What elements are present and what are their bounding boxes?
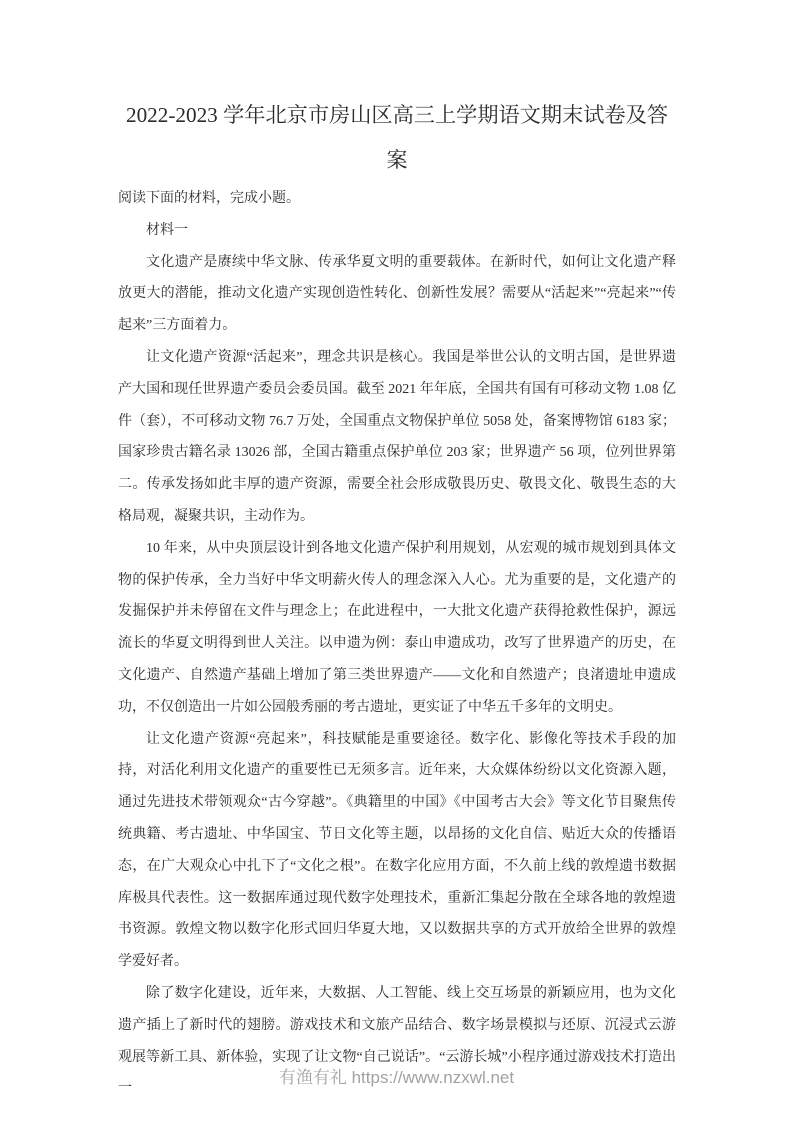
watermark-text: 有渔有礼 https://www.nzxwl.net — [278, 1068, 515, 1087]
body-paragraph: 让文化遗产资源“亮起来”，科技赋能是重要途径。数字化、影像化等技术手段的加持，对活化利用文化遗产的重要性已无须多言。近年来，大众媒体纷纷以文化资源入题，通过先进技术带领观众“古今穿越”。《典籍里的中国》《中国考古大会》等文化节目聚焦传统典籍、考古遗址、中华国宝、节日文化等主题，以昂扬的文化自信、贴近大众的传播语态，在广大观众心中扎下了“文化之根”。在数字化应用方面，不久前上线的敦煌遗书数据库极具代表性。这一数据库通过现代数字处理技术，重新汇集起分散在全球各地的敦煌遗书资源。敦煌文物以数字化形式回归华夏大地，又以数据共享的方式开放给全世界的敦煌学爱好者。 — [118, 731, 676, 970]
document-content — [118, 93, 676, 1105]
page-footer — [0, 1067, 793, 1089]
body-paragraph: 让文化遗产资源“活起来”，理念共识是核心。我国是举世公认的文明古国，是世界遗产大国和现任世界遗产委员会委员国。截至 2021 年年底，全国共有国有可移动文物 1.08 亿件（套），不可移动文物 76.7 万处，全国重点文物保护单位 5058 处，备案博物馆 6183 家；国家珍贵古籍名录 13026 部，全国古籍重点保护单位 203 家；世界遗产 56 项，位列世界第二。传承发扬如此丰厚的遗产资源，需要全社会形成敬畏历史、敬畏文化、敬畏生态的大格局观，凝聚共识，主动作为。 — [118, 349, 676, 524]
reading-instruction: 阅读下面的材料，完成小题。 — [118, 191, 300, 206]
body-paragraph: 10 年来，从中央顶层设计到各地文化遗产保护利用规划，从宏观的城市规划到具体文物的保护传承，全力当好中华文明薪火传人的理念深入人心。尤为重要的是，文化遗产的发掘保护并未停留在文件与理念上；在此进程中，一大批文化遗产获得抢救性保护，源远流长的华夏文明得到世人关注。以申遗为例：泰山申遗成功，改写了世界遗产的历史，在文化遗产、自然遗产基础上增加了第三类世界遗产——文化和自然遗产；良渚遗址申遗成功，不仅创造出一片如公园般秀丽的考古遗址，更实证了中华五千多年的文明史。 — [118, 540, 676, 715]
body-paragraph: 除了数字化建设，近年来，大数据、人工智能、线上交互场景的新颖应用，也为文化遗产插上了新时代的翅膀。游戏技术和文旅产品结合、数字场景模拟与还原、沉浸式云游观展等新工具、新体验，实现了让文物“自己说话”。“云游长城”小程序通过游戏技术打造出一 — [118, 985, 676, 1097]
material-one-heading: 材料一 — [146, 222, 188, 238]
document-body — [118, 183, 676, 1105]
body-paragraph: 文化遗产是赓续中华文脉、传承华夏文明的重要载体。在新时代，如何让文化遗产释放更大的潜能，推动文化遗产实现创造性转化、创新性发展？需要从“活起来”“亮起来”“传起来”三方面着力。 — [118, 254, 676, 334]
document-title: 2022-2023 学年北京市房山区高三上学期语文期末试卷及答案 — [125, 103, 669, 172]
